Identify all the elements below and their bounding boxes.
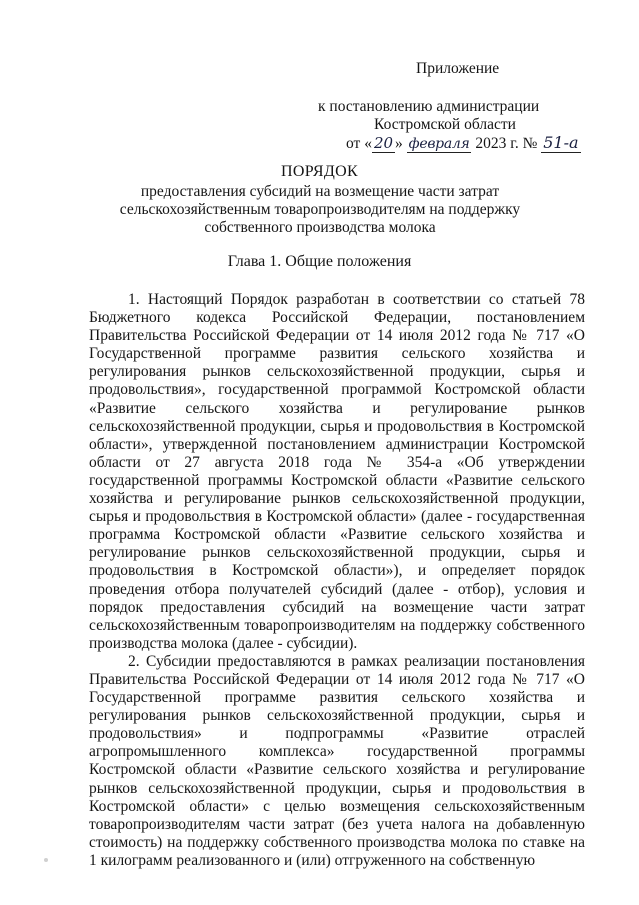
document-title: ПОРЯДОК (281, 163, 358, 180)
approval-date-line (318, 134, 594, 153)
date-prefix: от « (346, 135, 372, 152)
paragraph-2: 2. Субсидии предоставляются в рамках реализации постановления Правительства Российской Федерации от 14 июля 2012 года № 717 «О Государственной программе развития сельского хозяйства и регулирования рынков сельскохозяйственной продукции, сырья и продовольствия» и подпрограммы «Развитие отраслей агропромышленного комплекса» государственной программы Костромской области «Развитие сельского хозяйства и регулирование рынков сельскохозяйственной продукции, сырья и продовольствия в Костромской области» с целью возмещения сельскохозяйственным товаропроизводителям части затрат (без учета налога на добавленную стоимость) на поддержку собственного производства молока по ставке на 1 килограмм реализованного и (или) отгруженного на собственную (89, 652, 585, 869)
subtitle-line: предоставления субсидий на возмещение части затрат (140, 183, 500, 200)
subtitle-line: собственного производства молока (204, 219, 436, 236)
document-body (89, 291, 585, 870)
approval-line-1: к постановлению администрации (318, 98, 540, 115)
approval-line-2: Костромской области (374, 116, 516, 133)
handwritten-doc-number: 51-а (543, 133, 579, 152)
subtitle-line: сельскохозяйственным товаропроизводителям на поддержку (119, 201, 521, 218)
handwritten-day: 20 (373, 134, 394, 152)
approval-block (318, 98, 594, 153)
scan-artifact (44, 858, 48, 862)
handwritten-month: февраля (408, 136, 470, 152)
paragraph-1: 1. Настоящий Порядок разработан в соответствии со статьей 78 Бюджетного кодекса Российской Федерации, постановлением Правительства Российской Федерации от 14 июля 2012 года № 717 «О Государственной программе развития сельского хозяйства и регулирования рынков сельскохозяйственной продукции, сырья и продовольствия», государственной программой Костромской области «Развитие сельского хозяйства и регулирование рынков сельскохозяйственной продукции, сырья и продовольствия в Костромской области», утвержденной постановлением администрации Костромской области от 27 августа 2018 года № 354-а «Об утверждении государственной программы Костромской области «Развитие сельского хозяйства и регулирование рынков сельскохозяйственной продукции, сырья и продовольствия в Костромской области» (далее - государственная программа Костромской области «Развитие сельского хозяйства и регулирование рынков сельскохозяйственной продукции, сырья и продовольствия в Костромской области»), и определяет порядок проведения отбора получателей субсидий (далее - отбор), условия и порядок предоставления субсидий на возмещение части затрат сельскохозяйственным товаропроизводителям на поддержку собственного производства молока (далее - субсидии). (89, 291, 585, 652)
chapter-heading: Глава 1. Общие положения (227, 253, 412, 270)
document-subtitle (100, 183, 540, 237)
date-year: 2023 г. № (475, 135, 538, 152)
date-quote-close: » (395, 135, 403, 152)
appendix-label: Приложение (416, 60, 500, 77)
